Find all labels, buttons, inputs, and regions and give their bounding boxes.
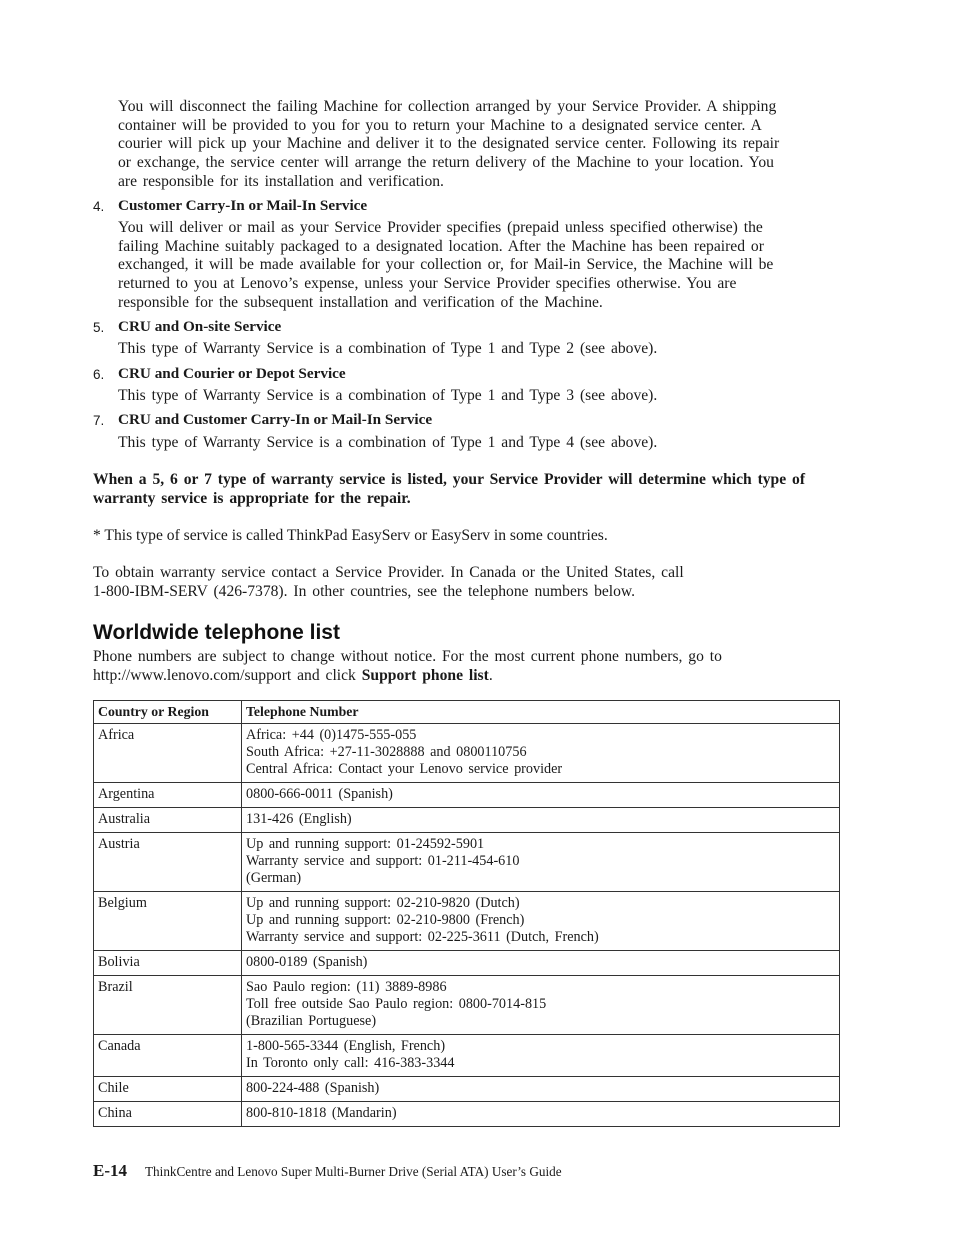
phone-line: (Brazilian Portuguese) <box>246 1013 377 1029</box>
list-item-title: CRU and On-site Service <box>118 318 282 335</box>
text-line: This type of Warranty Service is a combination of Type 1 and Type 4 (see above). <box>118 434 658 451</box>
country-cell: Brazil <box>94 976 242 1035</box>
telephone-cell <box>242 976 840 1035</box>
phone-line: 131-426 (English) <box>246 811 352 827</box>
table-row <box>94 783 840 808</box>
list-item-title: Customer Carry-In or Mail-In Service <box>118 197 368 214</box>
phone-line: In Toronto only call: 416-383-3344 <box>246 1055 455 1071</box>
country-cell: Belgium <box>94 892 242 951</box>
phone-line: Africa: +44 (0)1475-555-055 <box>246 727 417 743</box>
text-line: This type of Warranty Service is a combination of Type 1 and Type 2 (see above). <box>118 340 658 357</box>
phone-line: Central Africa: Contact your Lenovo service provider <box>246 761 563 777</box>
phone-line: (German) <box>246 870 302 886</box>
footnote: * This type of service is called ThinkPad EasyServ or EasyServ in some countries. <box>93 527 608 544</box>
text-line: This type of Warranty Service is a combination of Type 1 and Type 3 (see above). <box>118 387 658 404</box>
phone-line: 0800-666-0011 (Spanish) <box>246 786 393 802</box>
list-item-body <box>118 387 840 406</box>
text-line: or exchange, the service center will arrange the return delivery of the Machine to your location. You <box>118 154 774 172</box>
text-line: warranty service is appropriate for the repair. <box>93 489 411 507</box>
country-cell: Chile <box>94 1077 242 1102</box>
table-row <box>94 724 840 783</box>
text-line: Phone numbers are subject to change without notice. For the most current phone numbers, go to <box>93 648 722 665</box>
page-number: E-14 <box>93 1161 127 1180</box>
telephone-cell <box>242 808 840 833</box>
table-row <box>94 951 840 976</box>
telephone-cell <box>242 783 840 808</box>
telephone-cell <box>242 1102 840 1127</box>
country-cell: Argentina <box>94 783 242 808</box>
phone-line: Up and running support: 02-210-9820 (Dutch) <box>246 895 520 911</box>
url-text: http://www.lenovo.com/support and click <box>93 666 362 684</box>
phone-line: Up and running support: 02-210-9800 (French) <box>246 912 525 928</box>
country-cell: Canada <box>94 1035 242 1077</box>
phone-line: Sao Paulo region: (11) 3889-8986 <box>246 979 447 995</box>
telephone-cell <box>242 951 840 976</box>
text-line: responsible for the subsequent installation and verification of the Machine. <box>118 293 603 311</box>
country-cell: Austria <box>94 833 242 892</box>
telephone-cell <box>242 833 840 892</box>
table-row <box>94 1102 840 1127</box>
phone-line: 800-810-1818 (Mandarin) <box>246 1105 397 1121</box>
telephone-cell <box>242 1035 840 1077</box>
list-item-body <box>118 434 840 453</box>
section-intro <box>93 648 840 685</box>
country-cell: China <box>94 1102 242 1127</box>
phone-table <box>93 700 840 1127</box>
phone-line: 0800-0189 (Spanish) <box>246 954 368 970</box>
phone-line: Warranty service and support: 01-211-454-610 <box>246 853 520 869</box>
column-header-country: Country or Region <box>94 701 242 724</box>
telephone-cell <box>242 1077 840 1102</box>
table-row <box>94 1077 840 1102</box>
list-item-title: CRU and Customer Carry-In or Mail-In Service <box>118 411 433 428</box>
list-number: 7. <box>93 413 105 428</box>
text-line: To obtain warranty service contact a Service Provider. In Canada or the United States, call <box>93 564 684 581</box>
phone-line: Up and running support: 01-24592-5901 <box>246 836 485 852</box>
country-cell: Australia <box>94 808 242 833</box>
text-line: failing Machine suitably packaged to a designated location. After the Machine has been repaired or <box>118 237 764 255</box>
list-number: 4. <box>93 199 105 214</box>
text-line: container will be provided to you for you to return your Machine to a designated service center. A <box>118 116 762 134</box>
table-row <box>94 976 840 1035</box>
text-line: You will deliver or mail as your Service Provider specifies (prepaid unless specified otherwise) the <box>118 219 763 236</box>
contact-paragraph <box>93 564 840 601</box>
text-line: courier will pick up your Machine and deliver it to the designated service center. Following its repair <box>118 135 780 153</box>
table-row <box>94 833 840 892</box>
text-line: When a 5, 6 or 7 type of warranty service is listed, your Service Provider will determine which type of <box>93 471 806 488</box>
text-line: 1-800-IBM-SERV (426-7378). In other countries, see the telephone numbers below. <box>93 582 636 600</box>
list-item-body <box>118 219 840 313</box>
text-line: are responsible for its installation and verification. <box>118 172 444 190</box>
list-item-title: CRU and Courier or Depot Service <box>118 365 346 382</box>
phone-line: Warranty service and support: 02-225-3611 (Dutch, French) <box>246 929 599 945</box>
list-number: 6. <box>93 367 105 382</box>
support-phone-list-label: Support phone list <box>361 666 489 684</box>
table-row <box>94 808 840 833</box>
phone-line: South Africa: +27-11-3028888 and 0800110756 <box>246 744 527 760</box>
footer-title: ThinkCentre and Lenovo Super Multi-Burner Drive (Serial ATA) User’s Guide <box>145 1164 562 1179</box>
telephone-cell <box>242 892 840 951</box>
list-item-body <box>118 340 840 359</box>
column-header-telephone: Telephone Number <box>242 701 840 724</box>
table-row <box>94 1035 840 1077</box>
bold-note <box>93 471 840 508</box>
phone-line: 1-800-565-3344 (English, French) <box>246 1038 446 1054</box>
phone-line: 800-224-488 (Spanish) <box>246 1080 380 1096</box>
text-line: You will disconnect the failing Machine for collection arranged by your Service Provider. A shipping <box>118 98 777 115</box>
text-line <box>93 667 840 686</box>
table-header-row <box>94 701 840 724</box>
intro-paragraph <box>118 98 840 192</box>
telephone-cell <box>242 724 840 783</box>
punctuation: . <box>488 666 493 684</box>
text-line: exchanged, it will be made available for your collection or, for Mail-in Service, the Machine will be <box>118 256 774 274</box>
section-heading: Worldwide telephone list <box>93 621 340 644</box>
list-number: 5. <box>93 320 105 335</box>
phone-line: Toll free outside Sao Paulo region: 0800-7014-815 <box>246 996 547 1012</box>
country-cell: Africa <box>94 724 242 783</box>
text-line: returned to you at Lenovo’s expense, unless your Service Provider specifies otherwise. You are <box>118 275 737 293</box>
country-cell: Bolivia <box>94 951 242 976</box>
table-row <box>94 892 840 951</box>
